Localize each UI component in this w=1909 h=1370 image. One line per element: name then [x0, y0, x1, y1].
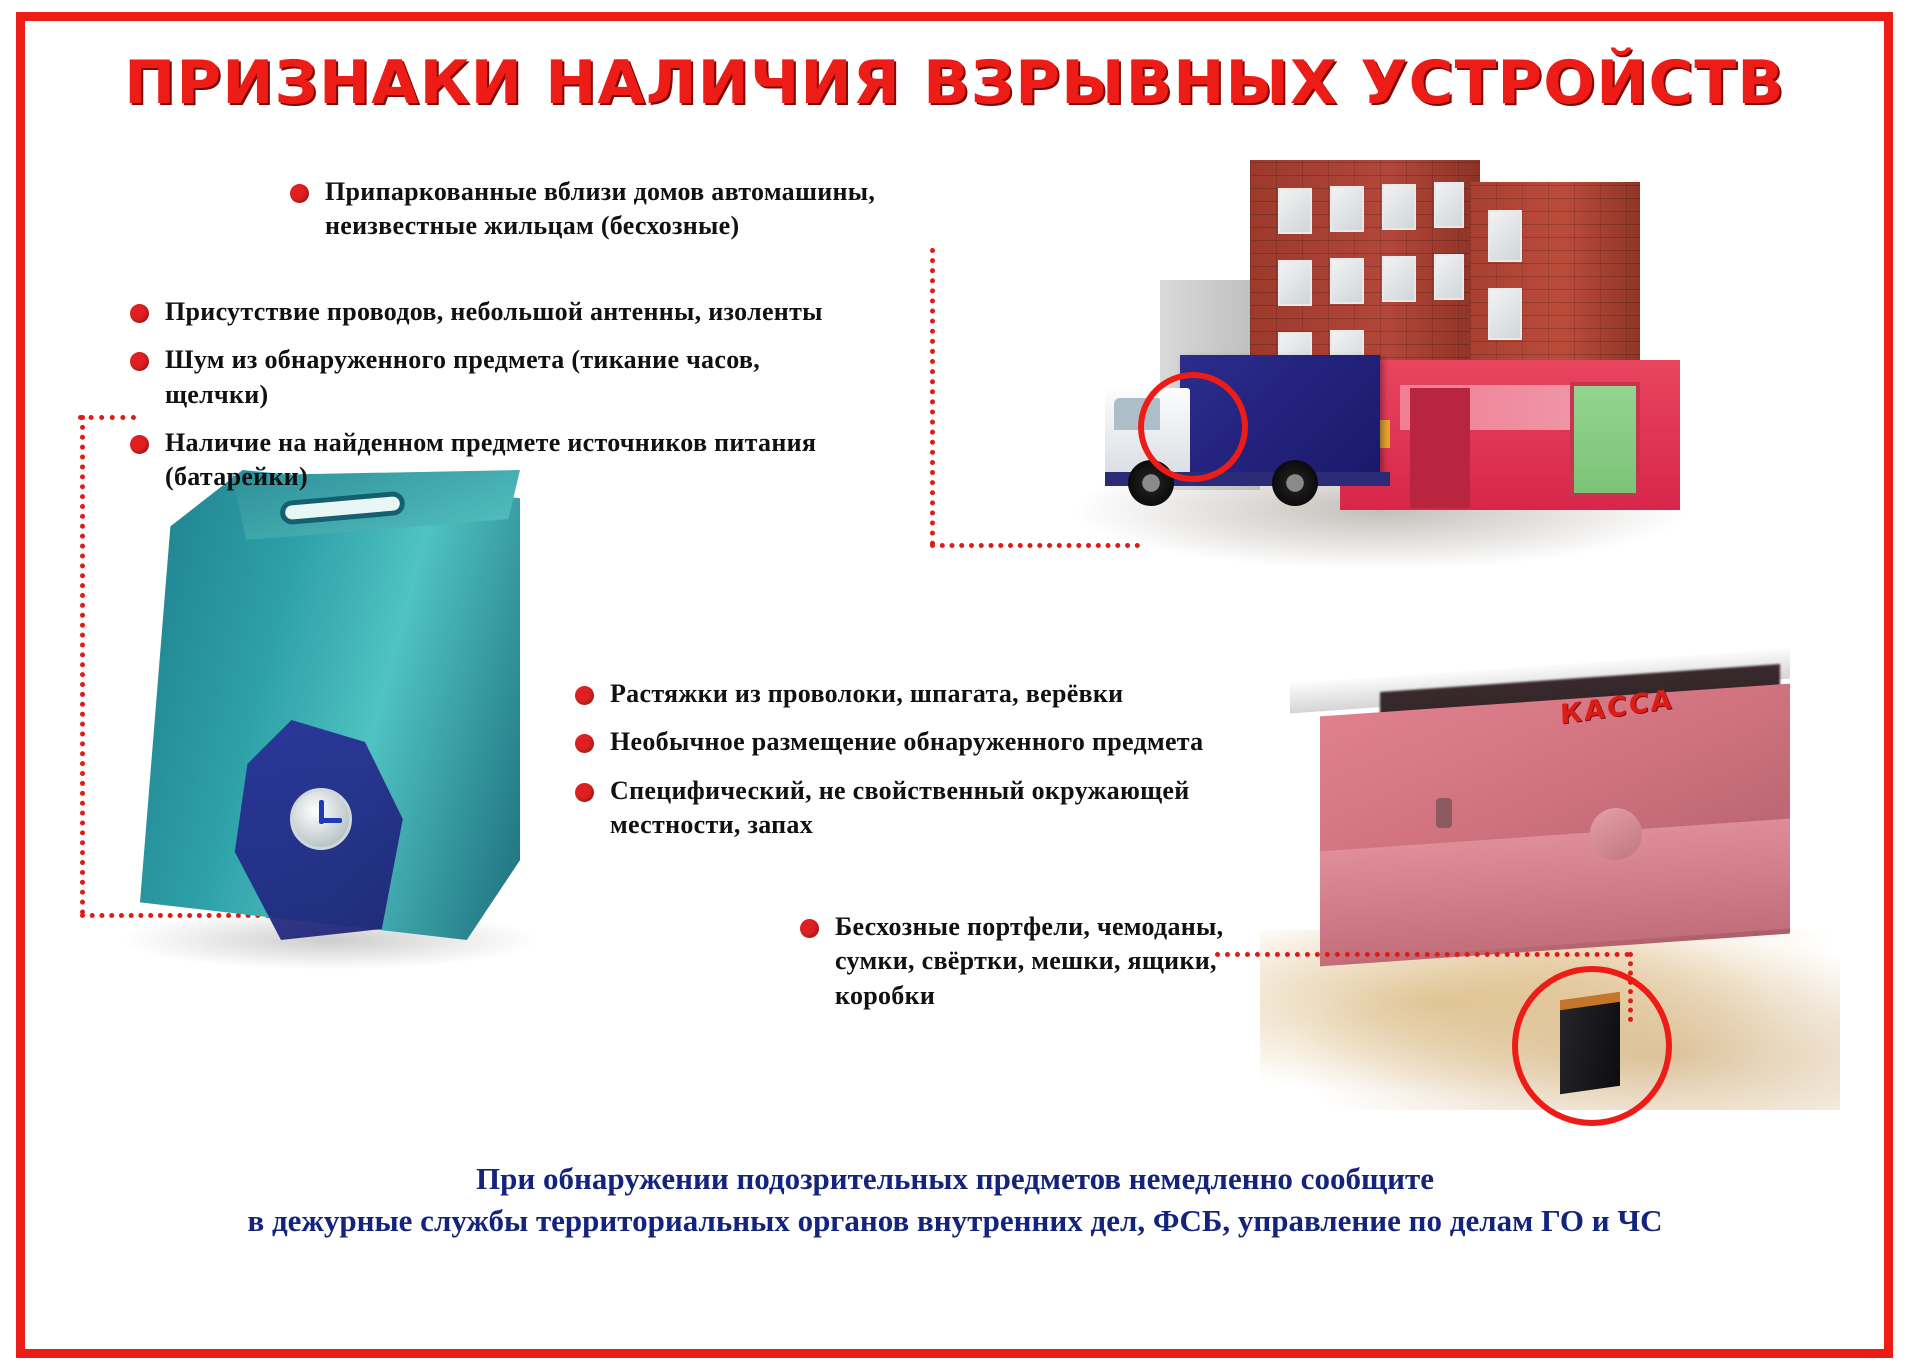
bullet-dot-icon [575, 686, 594, 705]
list-item [575, 774, 1315, 843]
window [1434, 254, 1464, 300]
window [1278, 188, 1312, 234]
kiosk-handle [1436, 798, 1452, 828]
window [1488, 210, 1522, 262]
illustration-ticket-office [1260, 640, 1840, 1110]
connector-line-truck-vertical [930, 248, 935, 546]
list-item-label: Присутствие проводов, небольшой антенны, изоленты [165, 297, 823, 326]
truck-wheel [1272, 460, 1318, 506]
highlight-circle-truck [1138, 372, 1248, 482]
illustration-bag-with-clock [140, 470, 560, 970]
bullet-group-parked-cars [290, 175, 930, 258]
connector-line-bag-top [78, 415, 136, 420]
bullet-dot-icon [130, 352, 149, 371]
list-item [130, 295, 850, 329]
highlight-circle-briefcase [1512, 966, 1672, 1126]
bullet-dot-icon [130, 304, 149, 323]
window [1434, 182, 1464, 228]
list-item-label: Необычное размещение обнаруженного предмета [610, 727, 1204, 757]
list-item-label: Припаркованные вблизи домов автомашины, неизвестные жильцам (бесхозные) [325, 177, 876, 241]
list-item-label: Специфический, не свойственный окружающей местности, запах [610, 775, 1190, 839]
connector-line-bag-vertical [80, 415, 85, 915]
footer-line-2: в дежурные службы территориальных органов внутренних дел, ФСБ, управление по делам ГО и ЧС [247, 1202, 1663, 1238]
footer-notice [60, 1158, 1850, 1241]
clock-hand-hour [320, 818, 342, 823]
connector-line-truck-horizontal [930, 543, 1140, 548]
window [1330, 186, 1364, 232]
kiosk-round-panel [1590, 808, 1642, 860]
bullet-dot-icon [130, 435, 149, 454]
kassa-sign-label: КАССА [1559, 684, 1675, 731]
bullet-group-abandoned-items [800, 910, 1230, 1027]
list-item-label: Бесхозные портфели, чемоданы, сумки, свёртки, мешки, ящики, коробки [835, 912, 1224, 1010]
list-item [800, 910, 1230, 1013]
list-item [130, 426, 850, 495]
list-item [290, 175, 930, 244]
list-item-label: Наличие на найденном предмете источников питания (батарейки) [165, 427, 817, 492]
list-item-label: Шум из обнаруженного предмета (тикание часов, щелчки) [165, 345, 760, 409]
bullet-group-placement-signs [575, 677, 1315, 856]
page-title: ПРИЗНАКИ НАЛИЧИЯ ВЗРЫВНЫХ УСТРОЙСТВ [124, 48, 1785, 118]
connector-line-briefcase-vertical [1628, 952, 1633, 1022]
window [1382, 184, 1416, 230]
connector-line-briefcase-horizontal [1215, 952, 1630, 957]
list-item-label: Растяжки из проволоки, шпагата, верёвки [610, 679, 1124, 708]
bullet-dot-icon [575, 734, 594, 753]
shop-green-door [1570, 382, 1640, 497]
bullet-dot-icon [575, 783, 594, 802]
window [1382, 256, 1416, 302]
bullet-dot-icon [800, 919, 819, 938]
window [1330, 258, 1364, 304]
window [1488, 288, 1522, 340]
list-item [575, 677, 1315, 711]
list-item [130, 343, 850, 412]
shop-door [1410, 388, 1470, 508]
illustration-building-truck [1010, 160, 1710, 590]
window [1278, 260, 1312, 306]
footer-line-1: При обнаружении подозрительных предметов немедленно сообщите [476, 1161, 1434, 1196]
bullet-dot-icon [290, 184, 309, 203]
bullet-group-device-signs [130, 295, 850, 509]
list-item [575, 725, 1315, 759]
